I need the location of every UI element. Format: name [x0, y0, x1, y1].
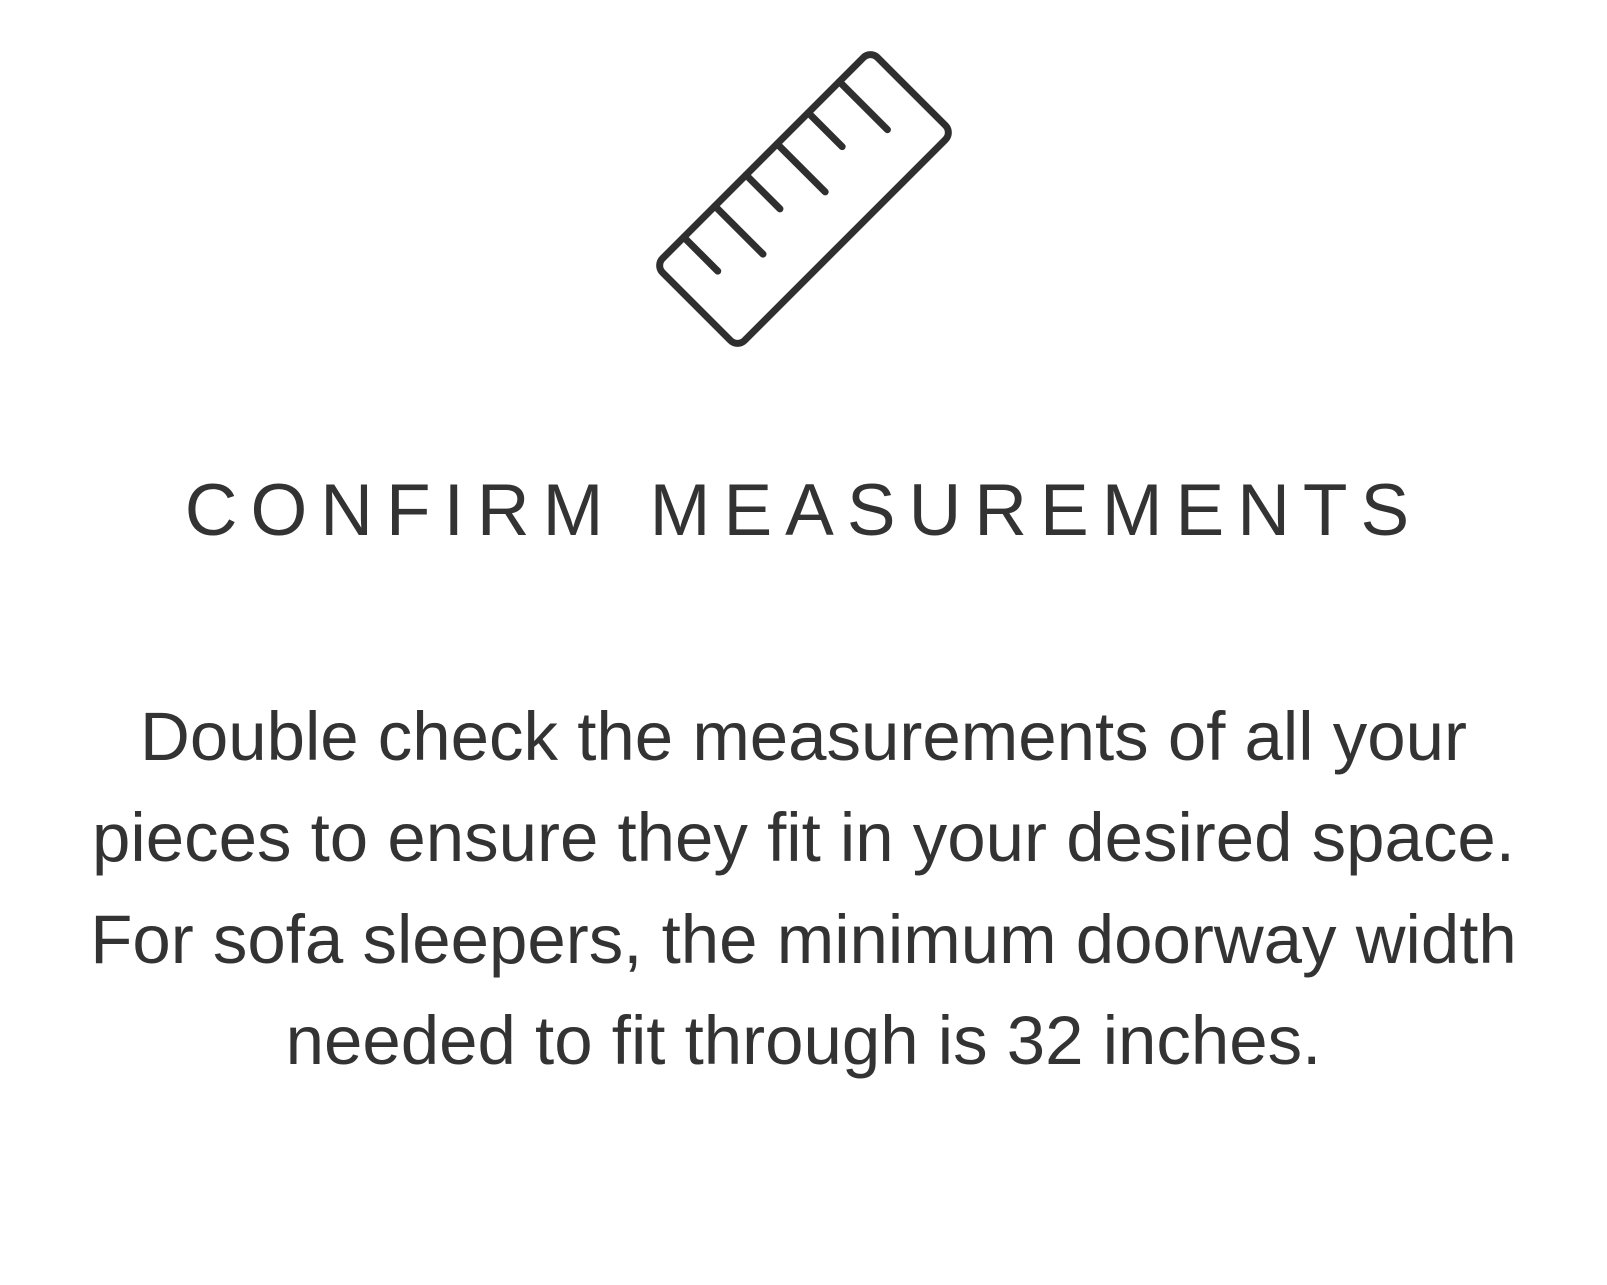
page-title: CONFIRM MEASUREMENTS [184, 470, 1423, 551]
ruler-icon [624, 24, 984, 374]
description-text: Double check the measurements of all your pieces to ensure they fit in your desired space. For sofa sleepers, the minimum doorway width needed to fit through is 32 inches. [90, 697, 1517, 1080]
